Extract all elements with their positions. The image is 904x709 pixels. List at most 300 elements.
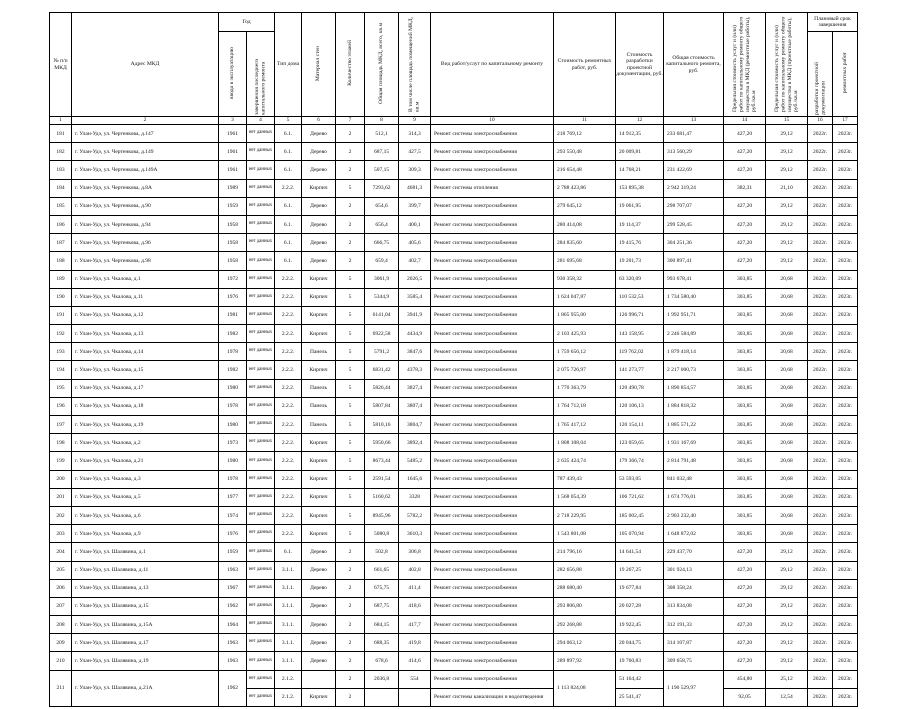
cell-limit-repair: 427,20 — [724, 161, 766, 179]
table-row — [50, 379, 858, 397]
cell-design-term: 2022г. — [808, 616, 833, 634]
cell-floors: 5 — [336, 416, 365, 434]
cell-last-repair: нет данных — [247, 597, 275, 615]
cell-address: г. Улан-Удэ, ул. Чкалова, д.11 — [72, 288, 219, 306]
cell-floors: 2 — [336, 197, 365, 215]
cell-type: 2.2.2. — [275, 179, 302, 197]
cell-num: 182 — [50, 143, 72, 161]
table-row — [50, 270, 858, 288]
cell-floors: 2 — [336, 652, 365, 670]
cell-repair-term: 2023г. — [833, 616, 858, 634]
cell-floors: 2 — [336, 579, 365, 597]
cell-last-repair: нет данных — [247, 343, 275, 361]
cell-last-repair: нет данных — [247, 252, 275, 270]
header-address: Адрес МКД — [72, 13, 219, 117]
table-row — [50, 470, 858, 488]
header-commissioning — [219, 32, 247, 117]
cell-design-term: 2022г. — [808, 525, 833, 543]
header-total-area-text: Общая площадь МКД, всего, кв.м — [378, 22, 385, 104]
cell-last-repair: нет данных — [247, 234, 275, 252]
cell-year: 1980 — [219, 379, 247, 397]
cell-repair-term: 2023г. — [833, 397, 858, 415]
cell-limit-repair: 427,20 — [724, 634, 766, 652]
cell-floors: 5 — [336, 306, 365, 324]
cell-material: Кирпич — [302, 434, 336, 452]
cell-total-cost: 1 648 872,02 — [664, 525, 724, 543]
cell-floors: 5 — [336, 452, 365, 470]
header-design-term-text: разработки проектной документации — [813, 61, 827, 115]
table-row — [50, 616, 858, 634]
cell-repair-term: 2023г. — [833, 670, 858, 688]
column-number: 15 — [766, 117, 808, 125]
cell-type: 2.2.2. — [275, 506, 302, 524]
cell-area — [365, 688, 399, 706]
header-repair-term-text: ремонтных работ — [841, 52, 848, 94]
cell-design-cost: 126 996,71 — [616, 306, 664, 324]
cell-area: 687,75 — [365, 597, 399, 615]
header-limit-design-text: Предельная стоимость услуг и (или) работ по капитальному ремонту общего имущества в МКД (проектные работы), руб./кв.м — [773, 17, 799, 113]
cell-work: Ремонт системы электроснабжения — [431, 434, 554, 452]
cell-repair-term: 2023г. — [833, 416, 858, 434]
cell-area2: 3328 — [399, 488, 431, 506]
cell-repair-cost: 1 543 801,08 — [554, 525, 616, 543]
cell-address: г. Улан-Удэ, ул. Чкалова, д.17 — [72, 379, 219, 397]
table-row — [50, 652, 858, 670]
cell-num: 201 — [50, 488, 72, 506]
cell-num: 181 — [50, 125, 72, 143]
cell-area2: 3941,9 — [399, 306, 431, 324]
cell-floors: 2 — [336, 634, 365, 652]
cell-work: Ремонт системы электроснабжения — [431, 652, 554, 670]
cell-area2: 4434,9 — [399, 325, 431, 343]
cell-repair-cost: 1 764 712,18 — [554, 397, 616, 415]
cell-address: г. Улан-Удэ, ул. Чкалова, д.3 — [72, 470, 219, 488]
cell-last-repair: нет данных — [247, 197, 275, 215]
table-row — [50, 488, 858, 506]
cell-floors: 2 — [336, 215, 365, 233]
cell-design-cost: 53 593,05 — [616, 470, 664, 488]
cell-area2: 400,1 — [399, 215, 431, 233]
cell-design-term: 2022г. — [808, 397, 833, 415]
cell-total-cost: 1 890 854,57 — [664, 379, 724, 397]
cell-area2: 402,7 — [399, 252, 431, 270]
table-row — [50, 306, 858, 324]
cell-design-cost: 19 760,83 — [616, 652, 664, 670]
cell-design-term: 2022г. — [808, 252, 833, 270]
cell-last-repair: нет данных — [247, 325, 275, 343]
cell-work: Ремонт системы электроснабжения — [431, 143, 554, 161]
cell-work: Ремонт системы электроснабжения — [431, 270, 554, 288]
cell-work: Ремонт системы электроснабжения — [431, 579, 554, 597]
cell-floors: 2 — [336, 543, 365, 561]
header-premises-area — [399, 13, 431, 117]
cell-floors: 2 — [336, 597, 365, 615]
cell-design-cost: 119 762,02 — [616, 343, 664, 361]
column-number: 12 — [616, 117, 664, 125]
cell-type: 2.2.2. — [275, 434, 302, 452]
cell-repair-cost: 1 865 955,00 — [554, 306, 616, 324]
cell-repair-term: 2023г. — [833, 325, 858, 343]
cell-repair-term: 2023г. — [833, 143, 858, 161]
table-row — [50, 561, 858, 579]
cell-repair-cost: 1 765 417,12 — [554, 416, 616, 434]
cell-address: г. Улан-Удэ, ул. Чертенкова, д.147 — [72, 125, 219, 143]
cell-material: Кирпич — [302, 525, 336, 543]
column-number: 11 — [554, 117, 616, 125]
cell-repair-term: 2023г. — [833, 634, 858, 652]
cell-last-repair: нет данных — [247, 125, 275, 143]
header-limit-repair-text: Предельная стоимость услуг и (или) работ по капитальному ремонту общего имущества в МКД (ремонтные работы), руб./кв.м — [731, 16, 757, 113]
cell-total-cost: 313 834,08 — [664, 597, 724, 615]
column-number: 4 — [247, 117, 275, 125]
cell-last-repair: нет данных — [247, 215, 275, 233]
cell-year: 1959 — [219, 197, 247, 215]
cell-repair-term: 2023г. — [833, 561, 858, 579]
table-row — [50, 325, 858, 343]
cell-limit-repair: 454,80 — [724, 670, 766, 688]
cell-year: 1972 — [219, 270, 247, 288]
cell-address: г. Улан-Удэ, ул. Шалявина, д.15 — [72, 597, 219, 615]
cell-year: 1982 — [219, 361, 247, 379]
cell-limit-repair: 427,20 — [724, 215, 766, 233]
cell-design-term: 2022г. — [808, 306, 833, 324]
header-commissioning-text: ввода в эксплуатацию — [229, 46, 236, 99]
cell-work: Ремонт системы электроснабжения — [431, 634, 554, 652]
cell-area: 654,6 — [365, 197, 399, 215]
cell-last-repair: нет данных — [247, 616, 275, 634]
cell-material: Кирпич — [302, 488, 336, 506]
cell-area: 2591,54 — [365, 470, 399, 488]
cell-repair-cost: 284 835,60 — [554, 234, 616, 252]
cell-limit-repair: 427,20 — [724, 579, 766, 597]
cell-num: 192 — [50, 325, 72, 343]
cell-type: 3.1.1. — [275, 652, 302, 670]
cell-repair-cost: 214 796,16 — [554, 543, 616, 561]
cell-address: г. Улан-Удэ, ул. Шалявина, д.1 — [72, 543, 219, 561]
cell-area: 6922,58 — [365, 325, 399, 343]
cell-total-cost: 300 897,41 — [664, 252, 724, 270]
cell-work: Ремонт системы электроснабжения — [431, 397, 554, 415]
cell-limit-design: 12,54 — [766, 688, 808, 706]
table-row — [50, 161, 858, 179]
cell-design-cost: 51 164,42 — [616, 670, 664, 688]
cell-area: 688,35 — [365, 634, 399, 652]
header-work-type: Вид работ/услуг по капитальному ремонту — [431, 13, 554, 117]
cell-repair-cost: 2 718 229,95 — [554, 506, 616, 524]
cell-repair-cost: 2 103 425,93 — [554, 325, 616, 343]
cell-repair-term: 2023г. — [833, 434, 858, 452]
cell-design-cost: 141 273,77 — [616, 361, 664, 379]
column-number: 9 — [399, 117, 431, 125]
column-numbers-row — [50, 117, 858, 125]
cell-work: Ремонт системы электроснабжения — [431, 452, 554, 470]
cell-num: 210 — [50, 652, 72, 670]
cell-work: Ремонт системы электроснабжения — [431, 416, 554, 434]
cell-num: 203 — [50, 525, 72, 543]
cell-design-cost: 25 541,47 — [616, 688, 664, 706]
cell-limit-design: 29,12 — [766, 197, 808, 215]
cell-repair-cost: 282 656,88 — [554, 561, 616, 579]
cell-design-cost: 110 532,53 — [616, 288, 664, 306]
cell-total-cost: 2 217 000,73 — [664, 361, 724, 379]
cell-limit-design: 20,68 — [766, 452, 808, 470]
cell-limit-design: 20,68 — [766, 525, 808, 543]
cell-limit-design: 29,12 — [766, 143, 808, 161]
cell-area2: 414,6 — [399, 652, 431, 670]
column-number: 10 — [431, 117, 554, 125]
cell-year: 1976 — [219, 288, 247, 306]
cell-type: 2.1.2. — [275, 670, 302, 688]
cell-last-repair: нет данных — [247, 688, 275, 706]
cell-floors: 5 — [336, 379, 365, 397]
cell-last-repair: нет данных — [247, 488, 275, 506]
cell-design-term: 2022г. — [808, 288, 833, 306]
cell-area: 507,15 — [365, 161, 399, 179]
cell-area2: 3847,6 — [399, 343, 431, 361]
cell-floors: 2 — [336, 125, 365, 143]
cell-type: 2.2.2. — [275, 525, 302, 543]
cell-material: Дерево — [302, 616, 336, 634]
cell-limit-repair: 427,20 — [724, 652, 766, 670]
cell-area: 659,4 — [365, 252, 399, 270]
cell-design-term: 2022г. — [808, 452, 833, 470]
table-row — [50, 361, 858, 379]
cell-area: 5826,44 — [365, 379, 399, 397]
cell-area2: 309,3 — [399, 161, 431, 179]
cell-limit-design: 20,68 — [766, 488, 808, 506]
cell-total-cost: 841 032,48 — [664, 470, 724, 488]
cell-limit-design: 29,12 — [766, 597, 808, 615]
cell-design-cost: 106 721,62 — [616, 488, 664, 506]
cell-total-cost: 1 931 167,69 — [664, 434, 724, 452]
cell-type: 6.1. — [275, 143, 302, 161]
cell-total-cost: 1 885 571,22 — [664, 416, 724, 434]
cell-design-cost: 19 415,76 — [616, 234, 664, 252]
cell-area2: 4681,3 — [399, 179, 431, 197]
table-row — [50, 525, 858, 543]
cell-area2: 402,8 — [399, 561, 431, 579]
cell-limit-repair: 427,20 — [724, 143, 766, 161]
cell-limit-repair: 427,20 — [724, 616, 766, 634]
cell-design-cost: 19 922,45 — [616, 616, 664, 634]
cell-limit-design: 29,12 — [766, 561, 808, 579]
cell-year: 1962 — [219, 597, 247, 615]
cell-area2: 3585,4 — [399, 288, 431, 306]
cell-year: 1974 — [219, 506, 247, 524]
cell-limit-design: 25,12 — [766, 670, 808, 688]
cell-num: 208 — [50, 616, 72, 634]
cell-type: 6.1. — [275, 252, 302, 270]
cell-limit-design: 20,68 — [766, 306, 808, 324]
cell-limit-repair: 382,31 — [724, 179, 766, 197]
cell-area2: 1645,6 — [399, 470, 431, 488]
cell-repair-term: 2023г. — [833, 688, 858, 706]
cell-num: 194 — [50, 361, 72, 379]
column-number: 6 — [302, 117, 336, 125]
cell-total-cost: 304 251,36 — [664, 234, 724, 252]
cell-total-cost: 1 734 580,40 — [664, 288, 724, 306]
cell-design-cost: 185 002,45 — [616, 506, 664, 524]
table-row — [50, 125, 858, 143]
cell-last-repair: нет данных — [247, 397, 275, 415]
cell-floors: 2 — [336, 161, 365, 179]
cell-area2: 3892,4 — [399, 434, 431, 452]
cell-design-cost: 14 641,54 — [616, 543, 664, 561]
cell-year: 1977 — [219, 488, 247, 506]
cell-area2: 5485,2 — [399, 452, 431, 470]
cell-address: г. Улан-Удэ, ул. Чкалова, д.18 — [72, 397, 219, 415]
cell-last-repair: нет данных — [247, 506, 275, 524]
cell-work: Ремонт системы электроснабжения — [431, 252, 554, 270]
header-year: Год — [219, 13, 275, 32]
cell-total-cost: 312 191,33 — [664, 616, 724, 634]
table-row — [50, 197, 858, 215]
cell-repair-term: 2023г. — [833, 543, 858, 561]
cell-year: 1982 — [219, 325, 247, 343]
cell-material: Панель — [302, 416, 336, 434]
cell-address: г. Улан-Удэ, ул. Чертенкова, д.149А — [72, 161, 219, 179]
cell-year: 1978 — [219, 343, 247, 361]
cell-limit-design: 20,68 — [766, 361, 808, 379]
cell-last-repair: нет данных — [247, 361, 275, 379]
cell-design-cost: 14 768,21 — [616, 161, 664, 179]
cell-material: Кирпич — [302, 325, 336, 343]
cell-limit-design: 29,12 — [766, 161, 808, 179]
cell-last-repair: нет данных — [247, 579, 275, 597]
cell-limit-design: 20,68 — [766, 288, 808, 306]
cell-num: 188 — [50, 252, 72, 270]
cell-total-cost: 313 560,29 — [664, 143, 724, 161]
cell-area2: 3827,4 — [399, 379, 431, 397]
cell-repair-term: 2023г. — [833, 361, 858, 379]
cell-last-repair: нет данных — [247, 543, 275, 561]
cell-repair-term: 2023г. — [833, 525, 858, 543]
cell-material: Дерево — [302, 197, 336, 215]
cell-num: 199 — [50, 452, 72, 470]
cell-limit-design: 20,68 — [766, 434, 808, 452]
column-number: 3 — [219, 117, 247, 125]
table-row — [50, 288, 858, 306]
cell-area: 6831,42 — [365, 361, 399, 379]
column-number: 7 — [336, 117, 365, 125]
cell-material: Кирпич — [302, 288, 336, 306]
table-row — [50, 179, 858, 197]
header-floors-text: Количество этажей — [346, 40, 353, 87]
cell-material: Кирпич — [302, 506, 336, 524]
cell-material: Дерево — [302, 215, 336, 233]
cell-year: 1964 — [219, 616, 247, 634]
header-repair-term — [833, 32, 858, 117]
cell-type: 2.2.2. — [275, 470, 302, 488]
cell-num: 185 — [50, 197, 72, 215]
cell-limit-design: 29,12 — [766, 652, 808, 670]
cell-design-cost: 120 154,11 — [616, 416, 664, 434]
cell-design-cost: 179 366,74 — [616, 452, 664, 470]
cell-type: 2.2.2. — [275, 325, 302, 343]
table-row — [50, 506, 858, 524]
header-floors — [336, 13, 365, 117]
table-row-last-1 — [50, 670, 858, 688]
cell-floors: 2 — [336, 561, 365, 579]
cell-design-cost: 123 059,65 — [616, 434, 664, 452]
cell-design-cost: 14 912,35 — [616, 125, 664, 143]
cell-design-term: 2022г. — [808, 161, 833, 179]
cell-material: Дерево — [302, 652, 336, 670]
cell-last-repair: нет данных — [247, 652, 275, 670]
cell-limit-repair: 92,05 — [724, 688, 766, 706]
cell-design-term: 2022г. — [808, 343, 833, 361]
repair-table — [49, 12, 858, 707]
cell-repair-term: 2023г. — [833, 488, 858, 506]
cell-type: 6.1. — [275, 125, 302, 143]
cell-limit-design: 29,12 — [766, 579, 808, 597]
column-number: 8 — [365, 117, 399, 125]
cell-area2: 3807,4 — [399, 397, 431, 415]
cell-repair-cost: 293 550,48 — [554, 143, 616, 161]
header-num: № п/п МКД — [50, 13, 72, 117]
cell-limit-repair: 303,85 — [724, 416, 766, 434]
cell-address: г. Улан-Удэ, ул. Шалявина, д.21А — [72, 670, 219, 706]
cell-floors: 5 — [336, 361, 365, 379]
cell-year: 1980 — [219, 452, 247, 470]
header-last-repair-text: завершения последнего капитального ремонта — [254, 58, 267, 115]
cell-work: Ремонт системы электроснабжения — [431, 125, 554, 143]
cell-floors: 5 — [336, 343, 365, 361]
header-house-type: Тип дома — [275, 13, 302, 117]
cell-total-cost: 1 992 951,71 — [664, 306, 724, 324]
cell-limit-design: 29,12 — [766, 543, 808, 561]
cell-work: Ремонт системы электроснабжения — [431, 470, 554, 488]
cell-work: Ремонт системы электроснабжения — [431, 616, 554, 634]
cell-area2: 314,3 — [399, 125, 431, 143]
cell-repair-term: 2023г. — [833, 215, 858, 233]
cell-area: 5807,84 — [365, 397, 399, 415]
cell-repair-cost: 1 808 108,04 — [554, 434, 616, 452]
cell-material: Кирпич — [302, 361, 336, 379]
cell-num: 189 — [50, 270, 72, 288]
cell-work: Ремонт системы электроснабжения — [431, 361, 554, 379]
cell-design-cost: 20 044,75 — [616, 634, 664, 652]
cell-work: Ремонт системы электроснабжения — [431, 543, 554, 561]
cell-repair-term: 2023г. — [833, 379, 858, 397]
cell-limit-design: 20,68 — [766, 470, 808, 488]
header-total-area — [365, 13, 399, 117]
cell-area2: 306,8 — [399, 543, 431, 561]
cell-total-cost: 233 681,47 — [664, 125, 724, 143]
header-design-term — [808, 32, 833, 117]
cell-work: Ремонт системы электроснабжения — [431, 325, 554, 343]
cell-total-cost: 301 924,13 — [664, 561, 724, 579]
cell-floors: 5 — [336, 488, 365, 506]
cell-limit-design: 20,68 — [766, 506, 808, 524]
cell-design-term: 2022г. — [808, 543, 833, 561]
cell-type: 3.1.1. — [275, 616, 302, 634]
cell-design-term: 2022г. — [808, 597, 833, 615]
cell-repair-cost: 292 268,88 — [554, 616, 616, 634]
cell-design-term: 2022г. — [808, 215, 833, 233]
cell-num: 211 — [50, 670, 72, 706]
cell-year: 1961 — [219, 161, 247, 179]
cell-limit-repair: 427,20 — [724, 234, 766, 252]
cell-area2: 417,7 — [399, 616, 431, 634]
cell-material: Панель — [302, 379, 336, 397]
cell-design-term: 2022г. — [808, 143, 833, 161]
cell-material: Дерево — [302, 161, 336, 179]
table-row — [50, 597, 858, 615]
cell-design-term: 2022г. — [808, 416, 833, 434]
cell-total-cost: 1 674 776,01 — [664, 488, 724, 506]
cell-num: 205 — [50, 561, 72, 579]
